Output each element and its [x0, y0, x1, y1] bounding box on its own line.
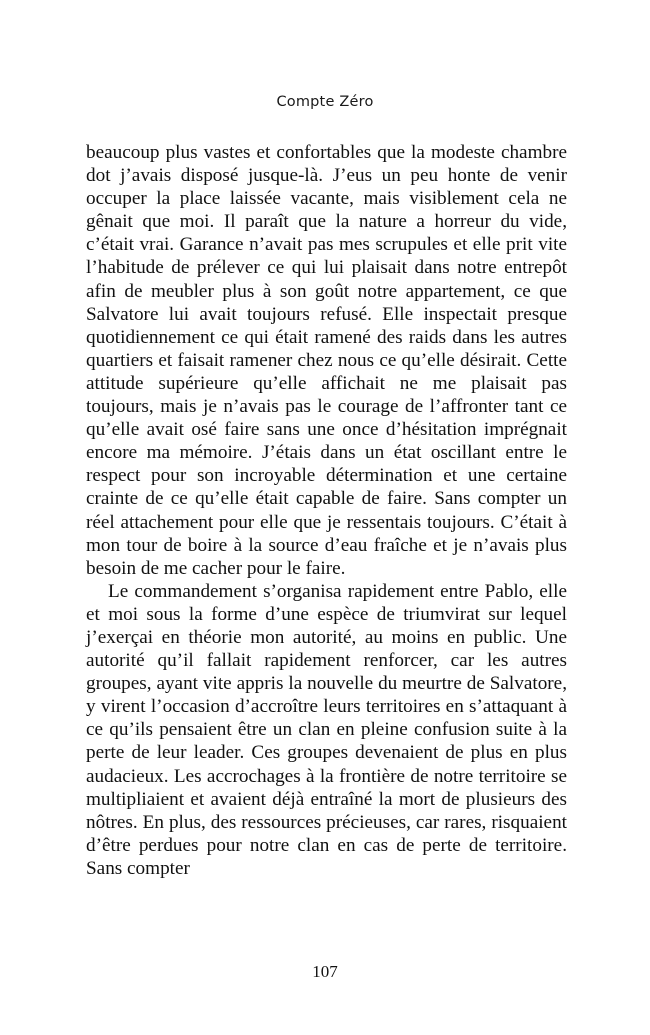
paragraph-continued: beaucoup plus vastes et confortables que la modeste chambre dot j’avais disposé jusque-là. J’eus un peu honte de venir occuper la place laissée vacante, mais visiblement cela ne gênait que moi. Il paraît que la nature a horreur du vide, c’était vrai. Garance n’avait pas mes scrupules et elle prit vite l’habitude de prélever ce qui lui plaisait dans notre entrepôt afin de meubler plus à son goût notre appartement, ce que Salvatore lui avait toujours refusé. Elle inspectait presque quotidiennement ce qui était ramené des raids dans les autres quartiers et faisait ramener chez nous ce qu’elle désirait. Cette attitude supérieure qu’elle affichait ne me plaisait pas toujours, mais je n’avais pas le courage de l’affronter tant ce qu’elle avait osé faire sans une once d’hésitation imprégnait encore ma mémoire. J’étais dans un état oscillant entre le respect pour son incroyable détermination et une certaine crainte de ce qu’elle était capable de faire. Sans compter un réel attachement pour elle que je ressentais toujours. C’était à mon tour de boire à la source d’eau fraîche et je n’avais plus besoin de me cacher pour le faire.	[86, 142, 567, 579]
running-header-title: Compte Zéro	[276, 94, 374, 110]
paragraph-commandement: Le commandement s’organisa rapidement entre Pablo, elle et moi sous la forme d’une espèce de triumvirat sur lequel j’exerçai en théorie mon autorité, au moins en public. Une autorité qu’il fallait rapidement renforcer, car les autres groupes, ayant vite appris la nouvelle du meurtre de Salvatore, y virent l’occasion d’accroître leurs territoires en s’attaquant à ce qu’ils pensaient être un clan en pleine confusion suite à la perte de leur leader. Ces groupes devenaient de plus en plus audacieux. Les accrochages à la frontière de notre territoire se multipliaient et avaient déjà entraîné la mort de plusieurs des nôtres. En plus, des ressources précieuses, car rares, risquaient d’être perdues pour notre clan en cas de perte de territoire. Sans compter	[86, 580, 567, 879]
page-body-text	[86, 141, 567, 880]
page-number: 107	[312, 962, 338, 981]
